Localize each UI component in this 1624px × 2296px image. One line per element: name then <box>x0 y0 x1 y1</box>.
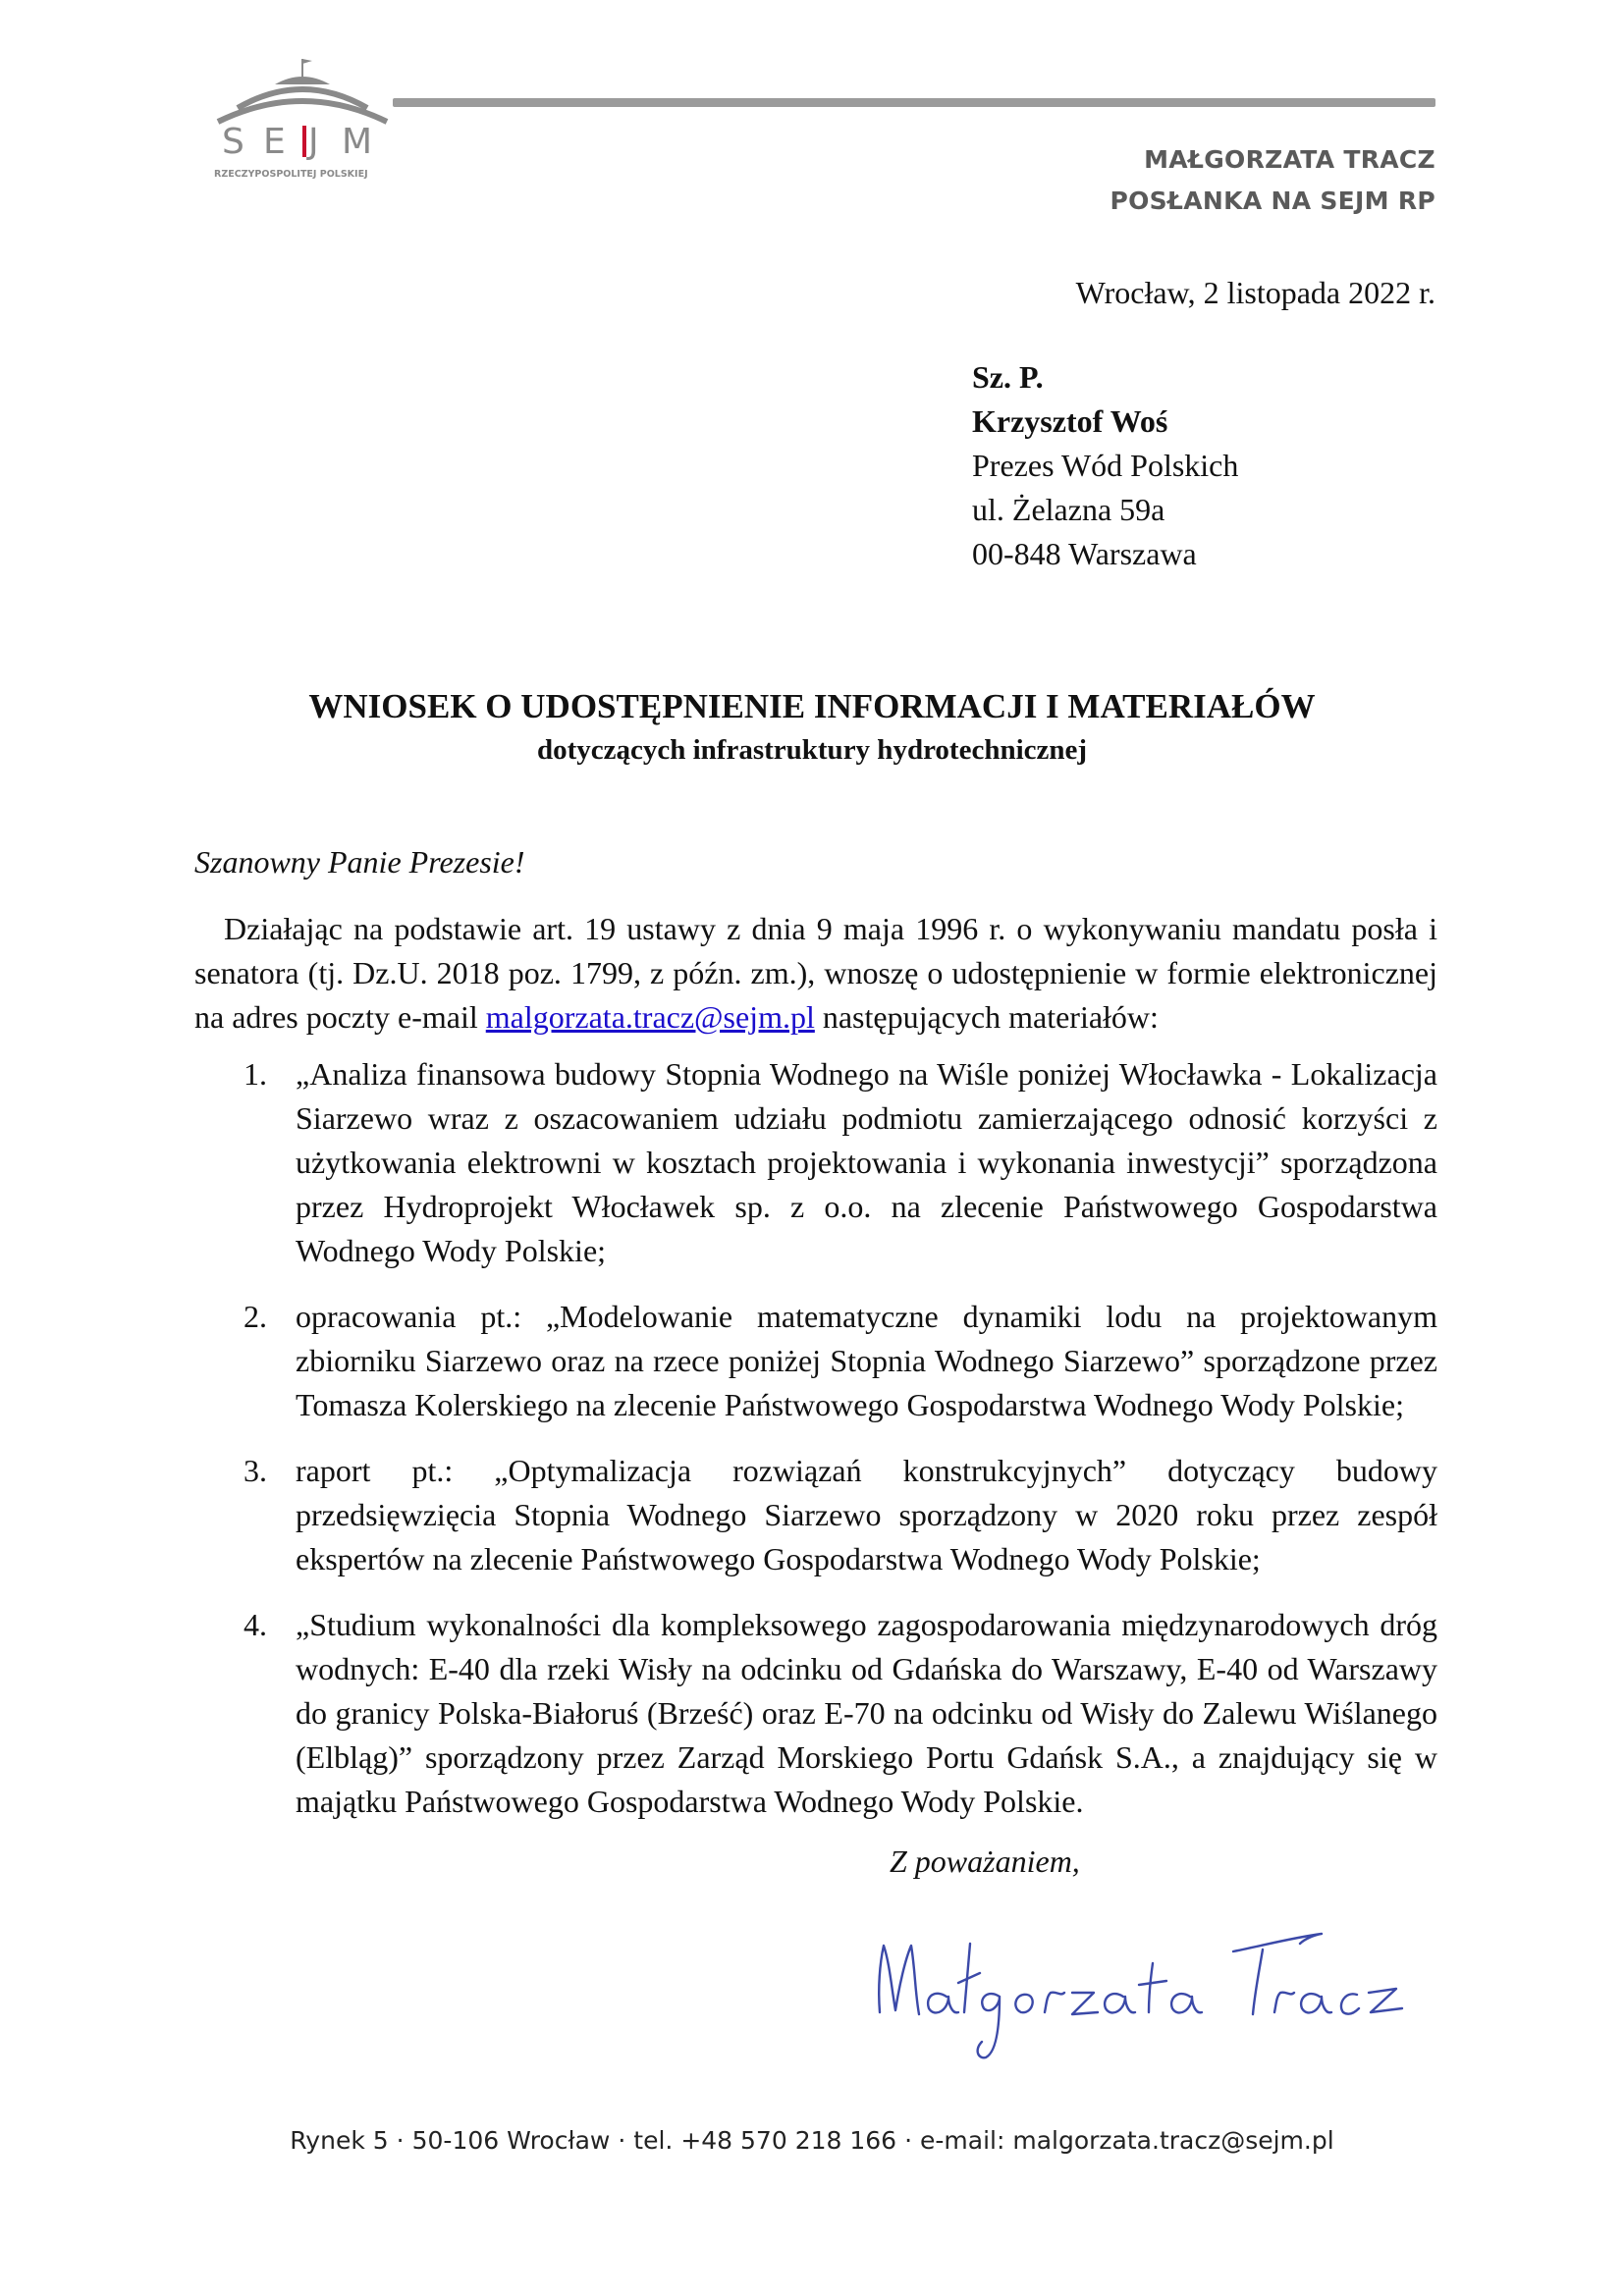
closing: Z poważaniem, <box>890 1843 1080 1879</box>
list-item <box>194 1449 1437 1581</box>
header-rule <box>393 98 1435 107</box>
footer-separator: · <box>904 2126 913 2155</box>
footer-phone: tel. +48 570 218 166 <box>633 2126 897 2155</box>
footer-address: Rynek 5 <box>290 2126 389 2155</box>
intro-text-end: następujących materiałów: <box>814 999 1159 1035</box>
subject-title: WNIOSEK O UDOSTĘPNIENIE INFORMACJI I MATERIAŁÓW <box>308 687 1316 725</box>
list-item-number: 4. <box>244 1607 267 1642</box>
list-item <box>194 1603 1437 1824</box>
email-link[interactable]: malgorzata.tracz@sejm.pl <box>485 999 815 1035</box>
footer-contact <box>0 2126 1624 2155</box>
mp-title: POSŁANKA NA SEJM RP <box>1110 187 1435 215</box>
list-item-text: raport pt.: „Optymalizacja rozwiązań konstrukcyjnych” dotyczący budowy przedsięwzięcia Stopnia Wodnego Siarzewo sporządzony w 2020 roku przez zespół ekspertów na zlecenie Państwowego Gospodarstwa Wodnego Wody Polskie; <box>296 1453 1437 1576</box>
letter-date: Wrocław, 2 listopada 2022 r. <box>1075 275 1435 310</box>
list-item-number: 1. <box>244 1056 267 1092</box>
list-item-number: 2. <box>244 1299 267 1334</box>
recipient-position: Prezes Wód Polskich <box>972 448 1239 483</box>
footer-separator: · <box>618 2126 626 2155</box>
list-item-text: „Studium wykonalności dla kompleksowego zagospodarowania międzynarodowych dróg wodnych: E-40 dla rzeki Wisły na odcinku od Gdańska do Warszawy, E-40 od Warszawy do granicy Polska-Białoruś (Brześć) oraz E-70 na odcinku od Wisły do Zalewu Wiślanego (Elbląg)” sporządzony przez Zarząd Morskiego Portu Gdańsk S.A., a znajdujący się w majątku Państwowego Gospodarstwa Wodnego Wody Polskie. <box>296 1607 1437 1819</box>
materials-list <box>194 1052 1437 1845</box>
greeting: Szanowny Panie Prezesie! <box>194 844 525 880</box>
recipient-city: 00-848 Warszawa <box>972 536 1197 571</box>
list-item <box>194 1295 1437 1427</box>
list-item-text: „Analiza finansowa budowy Stopnia Wodnego na Wiśle poniżej Włocławka - Lokalizacja Siarzewo wraz z oszacowaniem udziału podmiotu zamierzającego odnosić korzyści z użytkowania elektrowni w kosztach projektowania i wykonania inwestycji” sporządzona przez Hydroprojekt Włocławek sp. z o.o. na zlecenie Państwowego Gospodarstwa Wodnego Wody Polskie; <box>296 1056 1437 1268</box>
list-item-text: opracowania pt.: „Modelowanie matematyczne dynamiki lodu na projektowanym zbiorniku Siarzewo oraz na rzece poniżej Stopnia Wodnego Siarzewo” sporządzone przez Tomasza Kolerskiego na zlecenie Państwowego Gospodarstwa Wodnego Wody Polskie; <box>296 1299 1437 1422</box>
footer-city: 50-106 Wrocław <box>411 2126 611 2155</box>
footer-email: e-mail: malgorzata.tracz@sejm.pl <box>920 2126 1334 2155</box>
intro-paragraph <box>194 907 1437 1040</box>
subject-subtitle: dotyczących infrastruktury hydrotechnicznej <box>536 734 1088 766</box>
handwritten-signature <box>850 1895 1449 2081</box>
list-item-number: 3. <box>244 1453 267 1488</box>
recipient-street: ul. Żelazna 59a <box>972 492 1165 527</box>
recipient-block <box>972 355 1238 576</box>
recipient-salutation: Sz. P. <box>972 359 1044 395</box>
intro-text: Działając na podstawie art. 19 ustawy z dnia 9 maja 1996 r. o wykonywaniu mandatu posła i senatora (tj. Dz.U. 2018 poz. 1799, z późn. zm.), wnoszę o udostępnienie w formie elektronicznej na adres poczty e-mail <box>194 911 1437 1035</box>
svg-text:M: M <box>342 122 373 162</box>
svg-text:J: J <box>308 122 319 162</box>
recipient-name: Krzysztof Woś <box>972 403 1168 439</box>
sejm-logo <box>208 51 395 188</box>
list-item <box>194 1052 1437 1273</box>
mp-name: MAŁGORZATA TRACZ <box>1144 145 1435 174</box>
svg-text:S: S <box>222 122 254 162</box>
footer-separator: · <box>396 2126 405 2155</box>
svg-text:E: E <box>263 122 286 162</box>
svg-text:RZECZYPOSPOLITEJ POLSKIEJ: RZECZYPOSPOLITEJ POLSKIEJ <box>214 169 368 180</box>
